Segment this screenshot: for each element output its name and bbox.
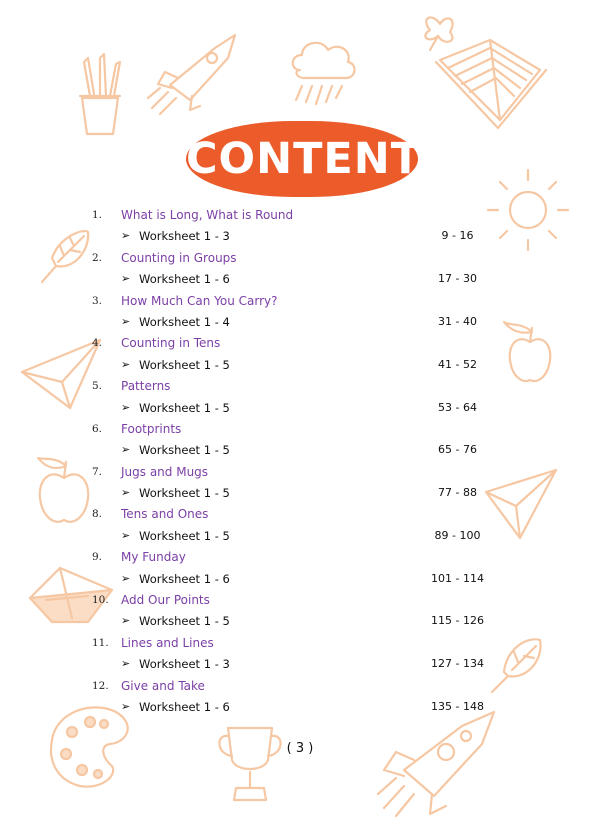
arrow-bullet-icon: ➢ (121, 571, 131, 585)
page-range: 31 - 40 (438, 314, 477, 328)
chapter-number: 8. (92, 508, 103, 521)
arrow-bullet-icon: ➢ (121, 699, 131, 713)
worksheet-range: Worksheet 1 - 5 (139, 443, 230, 458)
page-range: 17 - 30 (438, 272, 477, 286)
chapter-row (0, 547, 600, 568)
butterfly-icon (425, 17, 452, 50)
chapter-title[interactable]: Add Our Points (121, 593, 210, 608)
chapter-number: 6. (92, 422, 103, 435)
worksheet-range: Worksheet 1 - 5 (139, 400, 230, 415)
chapter-number: 11. (92, 636, 109, 649)
worksheet-row (0, 226, 600, 247)
chapter-title[interactable]: Footprints (121, 421, 182, 436)
page-range: 77 - 88 (438, 486, 477, 500)
chapter-title[interactable]: Patterns (121, 379, 171, 394)
page-range: 101 - 114 (431, 571, 484, 585)
chapter-row (0, 633, 600, 654)
worksheet-range: Worksheet 1 - 6 (139, 699, 230, 714)
page-title: CONTENTS (186, 134, 454, 184)
worksheet-row (0, 611, 600, 632)
chapter-title[interactable]: Counting in Groups (121, 250, 237, 265)
chapter-title[interactable]: Lines and Lines (121, 635, 214, 650)
worksheet-range: Worksheet 1 - 5 (139, 614, 230, 629)
arrow-bullet-icon: ➢ (121, 486, 131, 500)
worksheet-row (0, 398, 600, 419)
chapter-row (0, 504, 600, 525)
open-book-icon (436, 40, 546, 128)
chapter-title[interactable]: Jugs and Mugs (121, 464, 209, 479)
worksheet-range: Worksheet 1 - 5 (139, 357, 230, 372)
page-number: ( 3 ) (286, 741, 314, 756)
chapter-title[interactable]: Tens and Ones (121, 507, 209, 522)
chapter-row (0, 291, 600, 312)
arrow-bullet-icon: ➢ (121, 528, 131, 542)
worksheet-row (0, 269, 600, 290)
arrow-bullet-icon: ➢ (121, 443, 131, 457)
page-range: 65 - 76 (438, 443, 477, 457)
arrow-bullet-icon: ➢ (121, 614, 131, 628)
arrow-bullet-icon: ➢ (121, 400, 131, 414)
page-range: 53 - 64 (438, 400, 477, 414)
worksheet-row (0, 440, 600, 461)
table-of-contents (0, 205, 600, 718)
worksheet-row (0, 355, 600, 376)
arrow-bullet-icon: ➢ (121, 272, 131, 286)
worksheet-range: Worksheet 1 - 3 (139, 657, 230, 672)
page-range: 135 - 148 (431, 699, 484, 713)
chapter-row (0, 419, 600, 440)
worksheet-row (0, 697, 600, 718)
rocket-icon (148, 35, 235, 114)
chapter-row (0, 376, 600, 397)
chapter-number: 9. (92, 551, 103, 564)
chapter-row (0, 333, 600, 354)
chapter-title[interactable]: What is Long, What is Round (121, 208, 294, 222)
pencil-cup-icon (80, 54, 120, 134)
arrow-bullet-icon: ➢ (121, 314, 131, 328)
chapter-row (0, 590, 600, 611)
chapter-title[interactable]: How Much Can You Carry? (121, 293, 278, 308)
chapter-title[interactable]: Counting in Tens (121, 336, 221, 351)
page-range: 9 - 16 (441, 229, 474, 243)
chapter-row (0, 462, 600, 483)
page-range: 89 - 100 (434, 528, 481, 542)
worksheet-range: Worksheet 1 - 3 (139, 229, 230, 244)
chapter-number: 5. (92, 380, 103, 393)
chapter-number: 12. (92, 679, 109, 692)
worksheet-range: Worksheet 1 - 6 (139, 272, 230, 287)
worksheet-row (0, 654, 600, 675)
chapter-number: 10. (92, 594, 109, 607)
page-range: 41 - 52 (438, 357, 477, 371)
arrow-bullet-icon: ➢ (121, 229, 131, 243)
page-range: 127 - 134 (431, 657, 484, 671)
chapter-number: 1. (92, 209, 103, 221)
chapter-number: 3. (92, 294, 103, 307)
arrow-bullet-icon: ➢ (121, 657, 131, 671)
worksheet-row (0, 569, 600, 590)
worksheet-range: Worksheet 1 - 6 (139, 571, 230, 586)
chapter-number: 4. (92, 337, 103, 350)
worksheet-range: Worksheet 1 - 5 (139, 486, 230, 501)
worksheet-row (0, 312, 600, 333)
chapter-row (0, 676, 600, 697)
rocket-icon (378, 712, 494, 816)
chapter-title[interactable]: Give and Take (121, 678, 205, 693)
chapter-row (0, 248, 600, 269)
chapter-title[interactable]: My Funday (121, 550, 186, 565)
arrow-bullet-icon: ➢ (121, 357, 131, 371)
worksheet-row (0, 526, 600, 547)
rain-cloud-icon (293, 43, 355, 104)
page-range: 115 - 126 (431, 614, 484, 628)
worksheet-range: Worksheet 1 - 5 (139, 528, 230, 543)
chapter-number: 2. (92, 251, 103, 264)
chapter-row (0, 205, 600, 226)
palette-icon (51, 707, 128, 786)
chapter-number: 7. (92, 465, 103, 478)
trophy-icon (219, 728, 280, 800)
worksheet-row (0, 483, 600, 504)
worksheet-range: Worksheet 1 - 4 (139, 314, 230, 329)
